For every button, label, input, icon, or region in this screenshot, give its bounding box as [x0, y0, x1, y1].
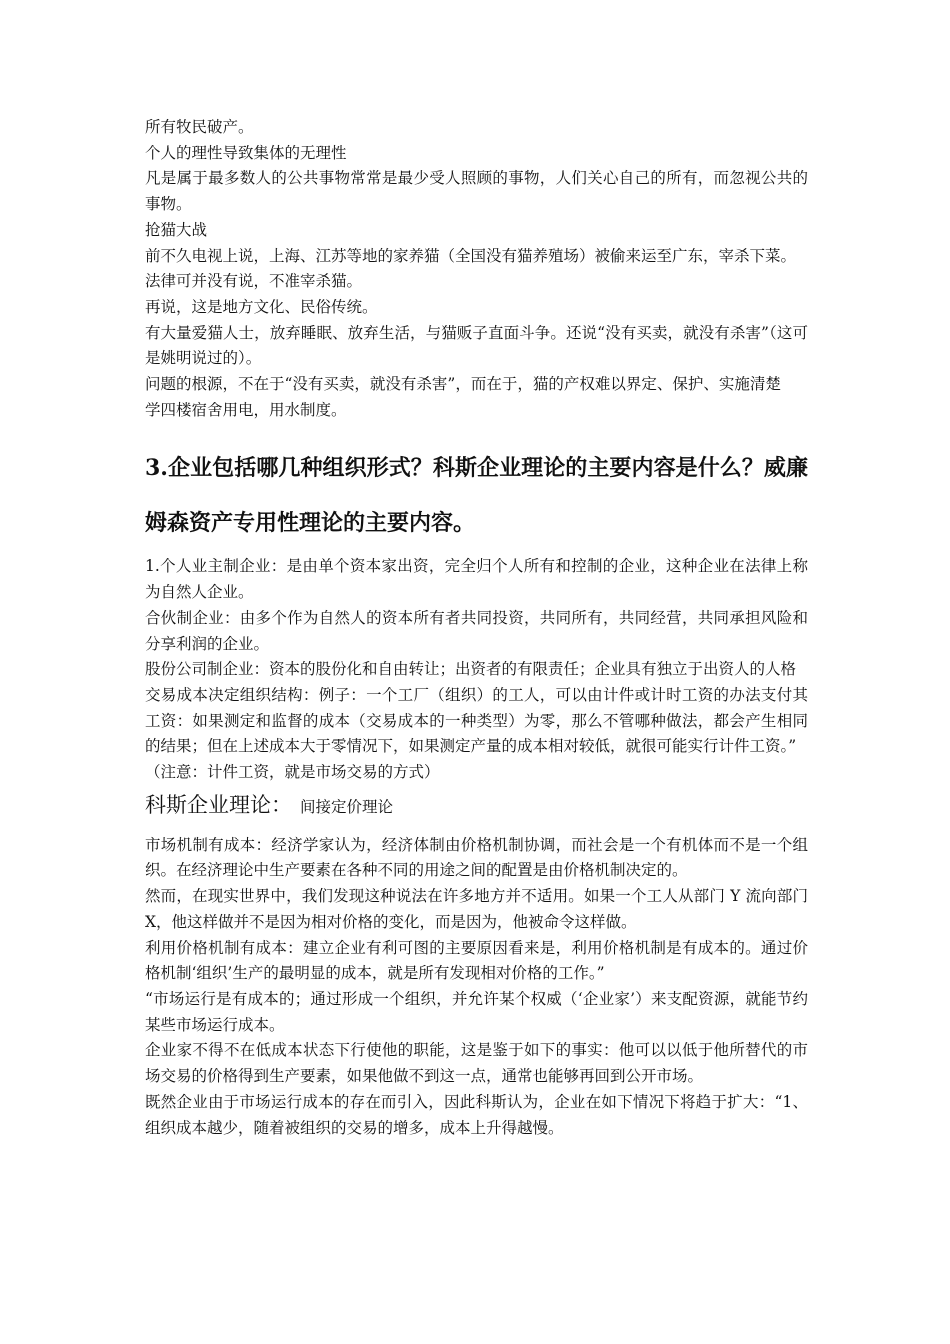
body-paragraph: 1.个人业主制企业：是由单个资本家出资，完全归个人所有和控制的企业，这种企业在法律上称为自然人企业。 [145, 557, 808, 602]
body-paragraph: 企业家不得不在低成本状态下行使他的职能，这是鉴于如下的事实：他可以以低于他所替代的市场交易的价格得到生产要素，如果他做不到这一点，通常也能够再回到公开市场。 [145, 1041, 808, 1086]
intro-paragraph: 个人的理性导致集体的无理性 [145, 143, 347, 162]
section-number: 3. [145, 455, 168, 482]
intro-paragraph: 抢猫大战 [145, 220, 208, 239]
body-paragraph: 既然企业由于市场运行成本的存在而引入，因此科斯认为，企业在如下情况下将趋于扩大：“1、组织成本越少，随着被组织的交易的增多，成本上升得越慢。 [145, 1092, 808, 1137]
section-heading [145, 441, 808, 551]
body-paragraph: 市场机制有成本：经济学家认为，经济体制由价格机制协调，而社会是一个有机体而不是一个组织。在经济理论中生产要素在各种不同的用途之间的配置是由价格机制决定的。 [145, 835, 808, 880]
body-paragraph: “市场运行是有成本的；通过形成一个组织，并允许某个权威（‘企业家’）来支配资源，就能节约某些市场运行成本。 [145, 989, 808, 1034]
coase-heading-text: 科斯企业理论： [145, 792, 292, 817]
intro-paragraph: 有大量爱猫人士，放弃睡眠、放弃生活，与猫贩子直面斗争。还说“没有买卖，就没有杀害”（这可是姚明说过的）。 [145, 323, 808, 368]
body-paragraph: 然而，在现实世界中，我们发现这种说法在许多地方并不适用。如果一个工人从部门 Y 流向部门 X，他这样做并不是因为相对价格的变化，而是因为，他被命令这样做。 [145, 887, 808, 931]
body-paragraph: 合伙制企业：由多个作为自然人的资本所有者共同投资，共同所有，共同经营，共同承担风险和分享利润的企业。 [145, 608, 808, 653]
intro-paragraph: 前不久电视上说，上海、江苏等地的家养猫（全国没有猫养殖场）被偷来运至广东，宰杀下菜。 [145, 246, 797, 265]
document-page [145, 115, 808, 1141]
coase-theory-heading [145, 787, 808, 825]
coase-subheading-text: 间接定价理论 [300, 797, 394, 816]
body-paragraph: 利用价格机制有成本：建立企业有利可图的主要原因看来是，利用价格机制是有成本的。通过价格机制‘组织’生产的最明显的成本，就是所有发现相对价格的工作。” [145, 938, 808, 983]
body-paragraph: （注意：计件工资，就是市场交易的方式） [145, 763, 440, 782]
intro-paragraph: 再说，这是地方文化、民俗传统。 [145, 297, 378, 316]
intro-paragraph: 所有牧民破产。 [145, 118, 254, 136]
intro-paragraph: 学四楼宿舍用电，用水制度。 [145, 400, 347, 419]
intro-paragraph: 问题的根源，不在于“没有买卖，就没有杀害”，而在于，猫的产权难以界定、保护、实施清楚 [145, 375, 781, 394]
intro-paragraph: 法律可并没有说，不准宰杀猫。 [145, 272, 363, 291]
body-paragraph: 交易成本决定组织结构：例子：一个工厂（组织）的工人，可以由计件或计时工资的办法支付其工资：如果测定和监督的成本（交易成本的一种类型）为零，那么不管哪种做法，都会产生相同的结果；但在上述成本大于零情况下，如果测定产量的成本相对较低，就很可能实行计件工资。” [145, 685, 808, 756]
section-title: 企业包括哪几种组织形式？科斯企业理论的主要内容是什么？威廉姆森资产专用性理论的主要内容。 [145, 455, 808, 537]
intro-paragraph: 凡是属于最多数人的公共事物常常是最少受人照顾的事物，人们关心自己的所有，而忽视公共的事物。 [145, 169, 808, 214]
body-paragraph: 股份公司制企业：资本的股份化和自由转让；出资者的有限责任；企业具有独立于出资人的人格 [145, 660, 797, 679]
